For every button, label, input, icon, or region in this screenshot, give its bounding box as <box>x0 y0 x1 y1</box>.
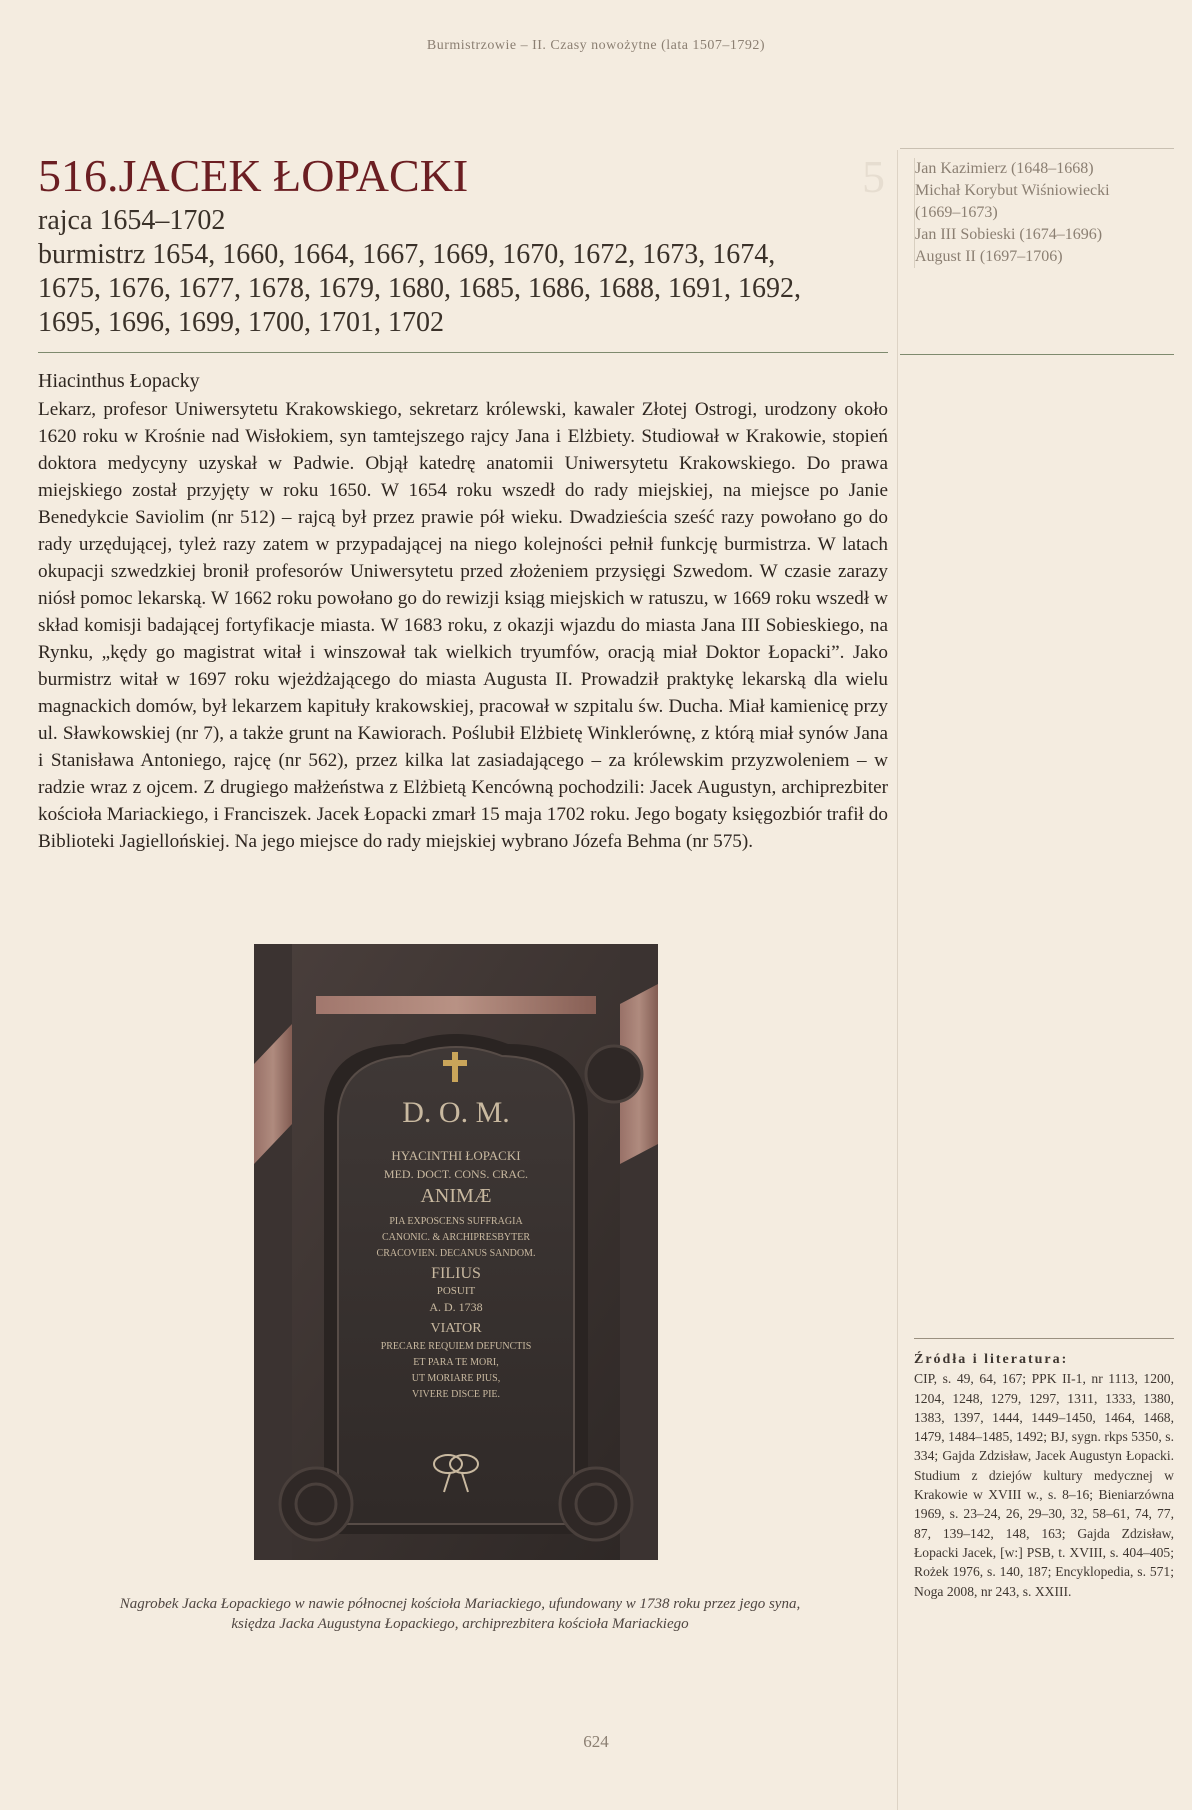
bleed-through: 5 <box>862 151 885 202</box>
running-head: Burmistrzowie – II. Czasy nowożytne (lata 1507–1792) <box>426 38 766 53</box>
plaque-line: PRECARE REQUIEM DEFUNCTIS <box>380 1341 532 1352</box>
ruler-item: August II (1697–1706) <box>915 248 1063 265</box>
ruler-item: Jan III Sobieski (1674–1696) <box>915 226 1103 243</box>
sources-text: CIP, s. 49, 64, 167; PPK II-1, nr 1113, 1200, 1204, 1248, 1279, 1297, 1311, 1333, 1380, 1383, 1397, 1444, 1449–1450, 1464, 1468, 1479, 1484–1485, 1492; BJ, sygn. rkps 5350, s. 334; Gajda Zdzisław, Jacek Augustyn Łopacki. Studium z dziejów kultury medycznej w Krakowie w XVIII w., s. 8–16; Bieniarzówna 1969, s. 23–24, 26, 29–30, 32, 58–61, 74, 77, 87, 139–142, 148, 163; Gajda Zdzisław, Łopacki Jacek, [w:] PSB, t. XVIII, s. 404–405; Rożek 1976, s. 140, 187; Encyklopedia, s. 571; Noga 2008, nr 243, s. XXIII. <box>914 1371 1174 1599</box>
sidebar-divider <box>900 354 1174 355</box>
volute-left <box>280 1468 352 1540</box>
latin-name: Hiacinthus Łopacky <box>38 370 200 392</box>
burmistrz-line: 1675, 1676, 1677, 1678, 1679, 1680, 1685, 1686, 1688, 1691, 1692, <box>38 273 801 304</box>
tombstone-photo <box>254 944 658 1560</box>
column-divider <box>897 150 898 1810</box>
entry-number: 516. <box>38 150 119 201</box>
plaque-line: HYACINTHI ŁOPACKI <box>391 1148 521 1163</box>
plaque-line: VIATOR <box>430 1321 482 1336</box>
header-divider <box>38 352 888 353</box>
plaque-line: D. O. M. <box>402 1096 510 1129</box>
plaque-line: ET PARA TE MORI, <box>413 1357 499 1368</box>
photo-caption <box>60 1594 860 1634</box>
entry-title <box>38 150 868 202</box>
ruler-item: Michał Korybut Wiśniowiecki <box>915 182 1110 199</box>
burmistrz-line: 1695, 1696, 1699, 1700, 1701, 1702 <box>38 307 444 338</box>
plaque-line: A. D. 1738 <box>429 1300 483 1314</box>
rajca-years: rajca 1654–1702 <box>38 205 226 236</box>
plaque-line: CRACOVIEN. DECANUS SANDOM. <box>376 1248 536 1259</box>
sources-heading: Źródła i literatura: <box>914 1352 1069 1367</box>
burmistrz-line: burmistrz 1654, 1660, 1664, 1667, 1669, 1670, 1672, 1673, 1674, <box>38 239 776 270</box>
rulers-list <box>914 158 1175 268</box>
sources-divider <box>914 1338 1174 1339</box>
entry-name: JACEK ŁOPACKI <box>118 150 469 201</box>
entry-header <box>38 150 868 340</box>
sources-section <box>914 1350 1174 1601</box>
plaque-line: UT MORIARE PIUS, <box>411 1373 501 1384</box>
plaque-line: ANIMÆ <box>420 1185 492 1207</box>
caption-line: księdza Jacka Augustyna Łopackiego, archiprezbitera kościoła Mariackiego <box>231 1616 689 1632</box>
plaque-line: POSUIT <box>436 1285 476 1297</box>
caption-line: Nagrobek Jacka Łopackiego w nawie północnej kościoła Mariackiego, ufundowany w 1738 roku przez jego syna, <box>119 1596 801 1612</box>
page-number: 624 <box>583 1732 609 1751</box>
tombstone-illustration <box>254 944 658 1560</box>
ruler-item: (1669–1673) <box>915 204 998 221</box>
plaque-line: FILIUS <box>431 1265 481 1282</box>
plaque-line: PIA EXPOSCENS SUFFRAGIA <box>389 1216 523 1227</box>
burmistrz-years <box>38 238 868 340</box>
plaque-line: VIVERE DISCE PIE. <box>411 1389 501 1400</box>
biography-section <box>38 368 888 855</box>
volute-right <box>560 1468 632 1540</box>
sidebar-rule <box>900 148 1174 149</box>
plaque-line: CANONIC. & ARCHIPRESBYTER <box>381 1232 531 1243</box>
marble-band-top <box>316 996 596 1014</box>
volute-upper-right <box>586 1046 642 1102</box>
plaque-line: MED. DOCT. CONS. CRAC. <box>383 1167 529 1181</box>
ruler-item: Jan Kazimierz (1648–1668) <box>915 160 1094 177</box>
biography-text: Lekarz, profesor Uniwersytetu Krakowskiego, sekretarz królewski, kawaler Złotej Ostrogi, urodzony około 1620 roku w Krośnie nad Wisłokiem, syn tamtejszego rajcy Jana i Elżbiety. Studiował w Krakowie, stopień doktora medycyny uzyskał w Padwie. Objął katedrę anatomii Uniwersytetu Krakowskiego. Do prawa miejskiego został przyjęty w roku 1650. W 1654 roku wszedł do rady miejskiej, na miejsce po Janie Benedykcie Saviolim (nr 512) – rajcą był przez prawie pół wieku. Dwadzieścia sześć razy powołano go do rady urzędującej, tyleż razy zatem w przypadającej na niego kolejności pełnił funkcję burmistrza. W latach okupacji szwedzkiej bronił profesorów Uniwersytetu przed złożeniem przysięgi Szwedom. W czasie zarazy niósł pomoc lekarską. W 1662 roku powołano go do rewizji ksiąg miejskich w ratuszu, w 1669 roku wszedł w skład komisji badającej fortyfikacje miasta. W 1683 roku, z okazji wjazdu do miasta Jana III Sobieskiego, na Rynku, „kędy go magistrat witał i winszował tak wielkich tryumfów, oracją miał Doktor Łopacki”. Jako burmistrz witał w 1697 roku wjeżdżającego do miasta Augusta II. Prowadził praktykę lekarską dla wielu magnackich domów, był lekarzem kapituły krakowskiej, pracował w szpitalu św. Ducha. Miał kamienicę przy ul. Sławkowskiej (nr 7), a także grunt na Kawiorach. Poślubił Elżbietę Winklerównę, z którą miał synów Jana i Stanisława Antoniego, rajcę (nr 562), przez kilka lat zasiadającego – za królewskim przyzwoleniem – w radzie wraz z ojcem. Z drugiego małżeństwa z Elżbietą Kencówną pochodzili: Jacek Augustyn, archiprezbiter kościoła Mariackiego, i Franciszek. Jacek Łopacki zmarł 15 maja 1702 roku. Jego bogaty księgozbiór trafił do Biblioteki Jagiellońskiej. Na jego miejsce do rady miejskiej wybrano Józefa Behma (nr 575). <box>38 399 888 852</box>
